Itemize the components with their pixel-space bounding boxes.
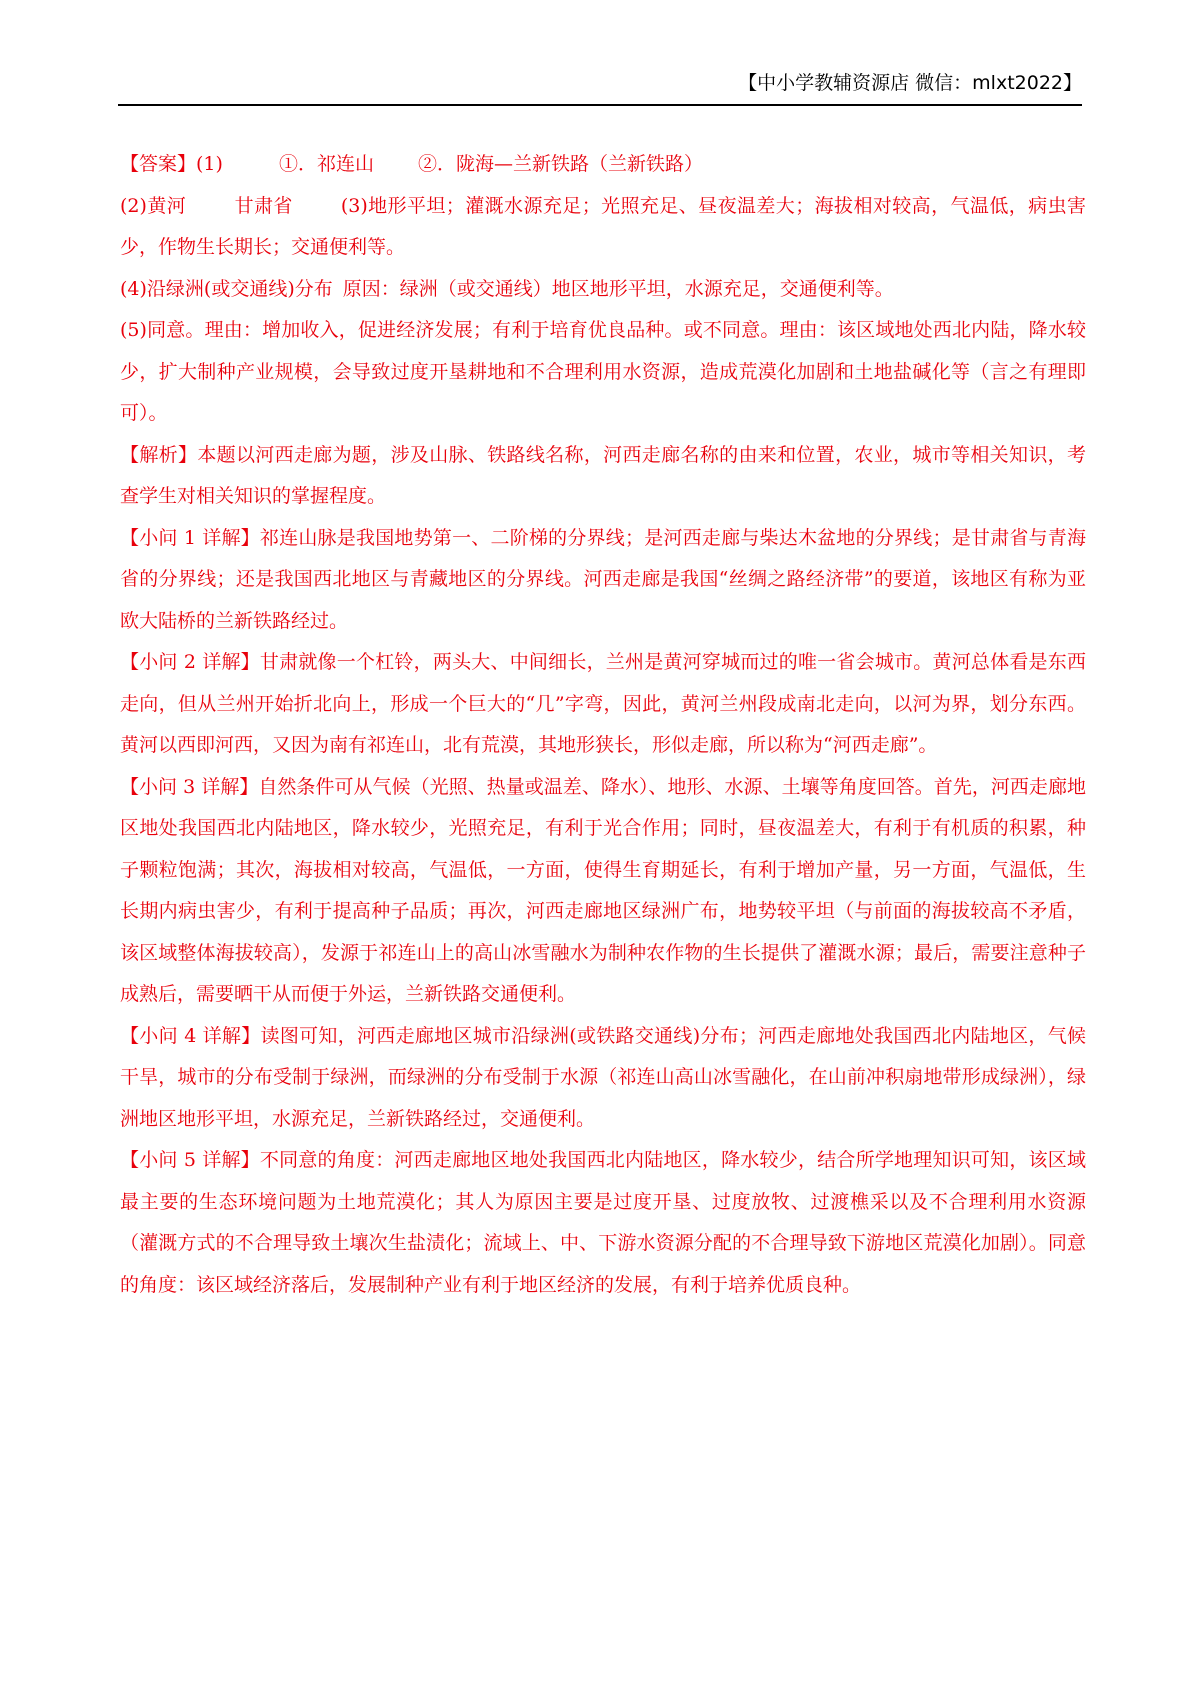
detail-text-1: 祁连山脉是我国地势第一、二阶梯的分界线；是河西走廊与柴达木盆地的分界线；是甘肃省与青海省的分界线；还是我国西北地区与青藏地区的分界线。河西走廊是我国“丝绸之路经济带”的要道，该地区有称为亚欧大陆桥的兰新铁路经过。 [120,526,1086,632]
q3-answer: 地形平坦；灌溉水源充足；光照充足、昼夜温差大；海拔相对较高，气温低，病虫害少，作物生长期长；交通便利等。 [120,194,1086,258]
detail-tag-3: 【小问 3 详解】 [120,775,259,798]
answer-line-5 [120,310,1086,435]
q1-answer-a: ①．祁连山 [278,153,374,175]
q4-number: (4) [120,277,147,300]
detail-paragraph-1 [120,518,1086,643]
analysis-tag: 【解析】 [120,443,198,466]
document-body [120,144,1086,1306]
detail-tag-4: 【小问 4 详解】 [120,1024,261,1047]
q5-answer: 同意。理由：增加收入，促进经济发展；有利于培育优良品种。或不同意。理由：该区域地处西北内陆，降水较少，扩大制种产业规模，会导致过度开垦耕地和不合理利用水资源，造成荒漠化加剧和土地盐碱化等（言之有理即可）。 [120,319,1086,424]
detail-tag-1: 【小问 1 详解】 [120,526,260,549]
detail-text-3: 自然条件可从气候（光照、热量或温差、降水）、地形、水源、土壤等角度回答。首先，河西走廊地区地处我国西北内陆地区，降水较少，光照充足，有利于光合作用；同时，昼夜温差大，有利于有机质的积累，种子颗粒饱满；其次，海拔相对较高，气温低，一方面，使得生育期延长，有利于增加产量，另一方面，气温低，生长期内病虫害少，有利于提高种子品质；再次，河西走廊地区绿洲广布，地势较平坦（与前面的海拔较高不矛盾，该区域整体海拔较高），发源于祁连山上的高山冰雪融水为制种农作物的生长提供了灌溉水源；最后，需要注意种子成熟后，需要晒干从而便于外运，兰新铁路交通便利。 [120,775,1086,1005]
answer-line-1 [120,144,1086,186]
detail-paragraph-5 [120,1140,1086,1306]
q3-number: (3) [340,194,368,217]
q1-number: (1) [196,153,223,175]
detail-paragraph-3 [120,767,1086,1016]
q4-answer-b: 原因：绿洲（或交通线）地区地形平坦，水源充足，交通便利等。 [342,277,894,300]
analysis-paragraph [120,435,1086,518]
detail-paragraph-4 [120,1016,1086,1141]
detail-text-4: 读图可知，河西走廊地区城市沿绿洲(或铁路交通线)分布；河西走廊地处我国西北内陆地区，气候干旱，城市的分布受制于绿洲，而绿洲的分布受制于水源（祁连山高山冰雪融化，在山前冲积扇地带形成绿洲），绿洲地区地形平坦，水源充足，兰新铁路经过，交通便利。 [120,1024,1087,1130]
answer-line-4 [120,269,1086,311]
q4-answer-a: 沿绿洲(或交通线)分布 [146,277,333,300]
detail-tag-5: 【小问 5 详解】 [120,1149,260,1171]
answer-line-2-3 [120,186,1086,269]
analysis-text: 本题以河西走廊为题，涉及山脉、铁路线名称，河西走廊名称的由来和位置，农业，城市等相关知识，考查学生对相关知识的掌握程度。 [120,443,1086,507]
q2-answer-a: 黄河 [146,194,187,217]
detail-text-2: 甘肃就像一个杠铃，两头大、中间细长，兰州是黄河穿城而过的唯一省会城市。黄河总体看是东西走向，但从兰州开始折北向上，形成一个巨大的“几”字弯，因此，黄河兰州段成南北走向，以河为界，划分东西。黄河以西即河西，又因为南有祁连山，北有荒漠，其地形狭长，形似走廊，所以称为“河西走廊”。 [120,651,1086,756]
q2-number: (2) [120,194,147,217]
page-header [118,64,1082,106]
detail-paragraph-2 [120,642,1086,767]
detail-tag-2: 【小问 2 详解】 [120,651,260,673]
answer-tag: 【答案】 [120,153,197,175]
header-text: 【中小学教辅资源店 微信：mlxt2022】 [738,72,1082,94]
q5-number: (5) [120,319,147,341]
detail-text-5: 不同意的角度：河西走廊地区地处我国西北内陆地区，降水较少，结合所学地理知识可知，该区域最主要的生态环境问题为土地荒漠化；其人为原因主要是过度开垦、过度放牧、过渡樵采以及不合理利用水资源（灌溉方式的不合理导致土壤次生盐渍化；流域上、中、下游水资源分配的不合理导致下游地区荒漠化加剧）。同意的角度：该区域经济落后，发展制种产业有利于地区经济的发展，有利于培养优质良种。 [120,1149,1086,1296]
q1-answer-b: ②．陇海—兰新铁路（兰新铁路） [417,153,703,175]
q2-answer-b: 甘肃省 [234,194,293,217]
